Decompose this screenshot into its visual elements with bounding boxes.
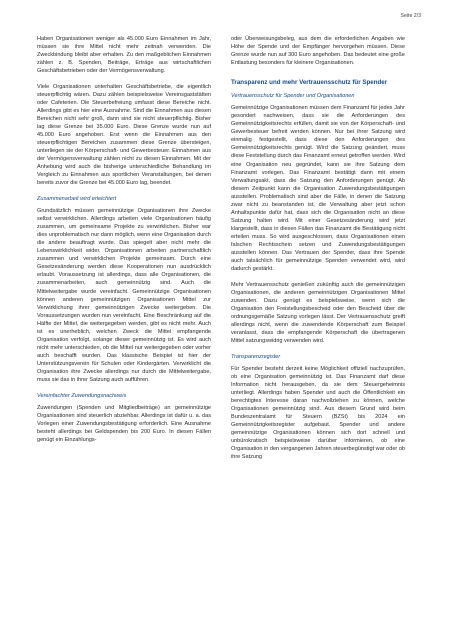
paragraph: Gemeinnützige Organisationen müssen dem Finanzamt für jedes Jahr gesondert nachweisen, dass sie die Anforderungen des Gemeinnützigkeitsrechts erfüllen, damit sie von der Körperschaft- und Gewerbesteuer befreit werden können. Nur bei ihrer Satzung wird einmalig festgestellt, dass diese den Anforderungen des Gemeinnützigkeitsrechts genügt. Wird die Satzung geändert, muss diese Feststellung durch das Finanzamt erneut getroffen werden. Wird eine Organisation neu gegründet, kann sie ihre Satzung dem Finanzamt vorlegen. Das Finanzamt bestätigt dann mit einem Verwaltungsakt, dass die Satzung den Anforderungen genügt. Ab diesem Zeitpunkt kann die Organisation Zuwendungsbestätigungen ausstellen. Problematisch sind aber die Fälle, in denen die Satzung zwar nicht zu beanstanden ist, die Verwaltung aber jetzt schon Anhaltspunkte dafür hat, dass sich die Organisation nicht an diese Satzung halten wird. Mit einer Gesetzesänderung wird jetzt klargestellt, dass in diesen Fällen das Finanzamt die Bestätigung nicht erteilen muss. So wird ausgeschlossen, dass Organisationen einen falschen Rechtsschein setzen und Zuwendungsbestätigungen ausstellen können. Das Vertrauen der Spender, dass ihre Spende auch tatsächlich für gemeinnützige Spenden verwendet wird, wird dadurch gestärkt.: [231, 105, 405, 273]
right-column: [231, 35, 405, 461]
paragraph: Für Spender besteht derzeit keine Möglichkeit offiziell nachzuprüfen, ob eine Organisation gemeinnützig ist. Das Finanzamt darf diese Information nicht herausgeben, da sie dem Steuergeheimnis unterliegt. Allerdings haben Spender und auch die Öffentlichkeit ein berechtigtes Interesse daran nachvollziehen zu können, welche Organisationen gemeinnützig sind. Aus diesem Grund wird beim Bundeszentralamt für Steuern (BZSt) bis 2024 ein Gemeinnützigkeitsregister aufgebaut. Spender und andere gemeinnützige Organisationen können sich dort schnell und unbürokratisch beispielsweise darüber informieren, ob eine Organisation in den vergangenen Jahren steuerbegünstigt war oder ob ihre Satzung: [231, 365, 405, 461]
paragraph: Grundsätzlich müssen gemeinnützige Organisationen ihre Zwecke selbst verwirklichen. Allerdings arbeiten viele Organisationen häufig zusammen, um gemeinsame Projekte zu verwirklichen. Bisher war dies unproblematisch nur dann möglich, wenn eine Organisation durch die andere beauftragt wurde. Das spiegelt aber nicht mehr die Lebenswirklichkeit wider. Organisationen arbeiten partnerschaftlich zusammen und verwirklichen Projekte gemeinsam. Durch eine Gesetzesänderung werden diese Kooperationen nun ausdrücklich erlaubt. Voraussetzung ist allerdings, dass alle Organisationen, die zusammenarbeiten, auch gemeinnützig sind. Auch die Mittelweitergabe wurde vereinfacht. Gemeinnützige Organisationen können anderen gemeinnützigen Organisationen Mittel zur Verwirklichung ihrer gemeinnützigen Zwecke weitergeben. Die Voraussetzungen wurden nun vereinfacht. Eine Beschränkung auf die Hälfte der Mittel, die weitergegeben werden, gibt es nicht mehr. Auch ist es unerheblich, welchen Zweck die Mittel empfangende Organisation verfolgt, solange dieser gemeinnützig ist. Es wird auch nicht mehr unterschieden, ob die Mittel nur weitergegeben oder vorher auch beschafft wurden. Das klassische Beispiel ist hier der Unterstützungsverein für Schulen oder Kindergärten. Verwirklicht die Organisation ihre Zwecke allerdings nur durch die Mittelweitergabe, muss sie das in ihrer Satzung auch aufführen.: [37, 208, 211, 384]
section-heading-transparency: Transparenz und mehr Vertrauensschutz für Spender: [231, 79, 388, 87]
subheading-trust-protection: Vertrauensschutz für Spender und Organisationen: [231, 93, 355, 100]
paragraph: oder Überweisungsbeleg, aus dem die erforderlichen Angaben wie Höhe der Spende und der Empfänger hervorgehen müssen. Diese Grenze wurde nun auf 300 Euro angehoben. Das bedeutet eine große Entlastung besonders für kleinere Organisationen.: [231, 36, 405, 67]
subheading-transparency-register: Transparenzregister: [231, 353, 281, 360]
page-number: Seite 2/3: [400, 13, 421, 19]
paragraph: Zuwendungen (Spenden und Mitgliedbeiträge) an gemeinnützige Organisationen sind steuerlich abziehbar. Allerdings ist dafür u. a. das Vorlegen einer Zuwendungsbestätigung erforderlich. Eine Ausnahme besteht allerdings bei Geldspenden bis 200 Euro. In diesen Fällen genügt ein Einzahlungs-: [37, 404, 211, 443]
paragraph: Mehr Vertrauensschutz genießen zukünftig auch die gemeinnützigen Organisationen, die anderen gemeinnützigen Organisationen Mittel zuwenden. Dazu genügt es beispielsweise, wenn sich die Organisation den Freistellungsbescheid oder den Bescheid über die ordnungsgemäße Satzung vorlegen lässt. Der Vertrauensschutz greift allerdings nicht, wenn die zuwendende Körperschaft zum Beispiel veranlasst, dass die empfangende Körperschaft die übertragenen Mittel satzungswidrig verwenden wird.: [231, 281, 405, 345]
paragraph: Viele Organisationen unterhalten Geschäftsbetriebe, die eigentlich steuerpflichtig wären. Dazu zählen beispielsweise Vereinsgaststätten oder Cafeterien. Die Steuerbefreiung umfasst diese Bereiche nicht. Allerdings gibt es hier eine Ausnahme. Sind die Einnahmen aus diesen Bereichen nicht sehr groß, dann sind sie nicht steuerpflichtig. Bisher lag diese Grenze bei 35.000 Euro. Diese Grenze wurde nun auf 45.000 Euro angehoben. Erst wenn die Einnahmen aus den steuerpflichtigen Bereichen zusammen diese Grenze übersteigen, unterliegen sie der Körperschaft- und Gewerbesteuer. Einnahmen aus der Vermögensverwaltung zählen nicht zu diesen Einnahmen. Mit der Anhebung wird auch die bisherige unterschiedliche Behandlung im Vergleich zu Einnahmen aus sportlichen Veranstaltungen, bei denen bereits zuvor die Grenze bei 45.000 Euro lag, beendet.: [37, 83, 211, 187]
paragraph: Haben Organisationen weniger als 45.000 Euro Einnahmen im Jahr, müssen sie ihre Mittel nicht mehr zeitnah verwenden. Die Zweckbindung bleibt aber erhalten. Zu den maßgeblichen Einnahmen zählen z. B. Spenden, Beiträge, Erträge aus wirtschaftlichen Geschäftsbetrieben oder der Vermögensverwaltung.: [37, 36, 211, 75]
subheading-cooperation: Zusammenarbeit wird erleichtert: [37, 196, 117, 203]
left-column: [37, 35, 211, 444]
subheading-donation-receipt: Vereinfachter Zuwendungsnachweis: [37, 392, 127, 399]
